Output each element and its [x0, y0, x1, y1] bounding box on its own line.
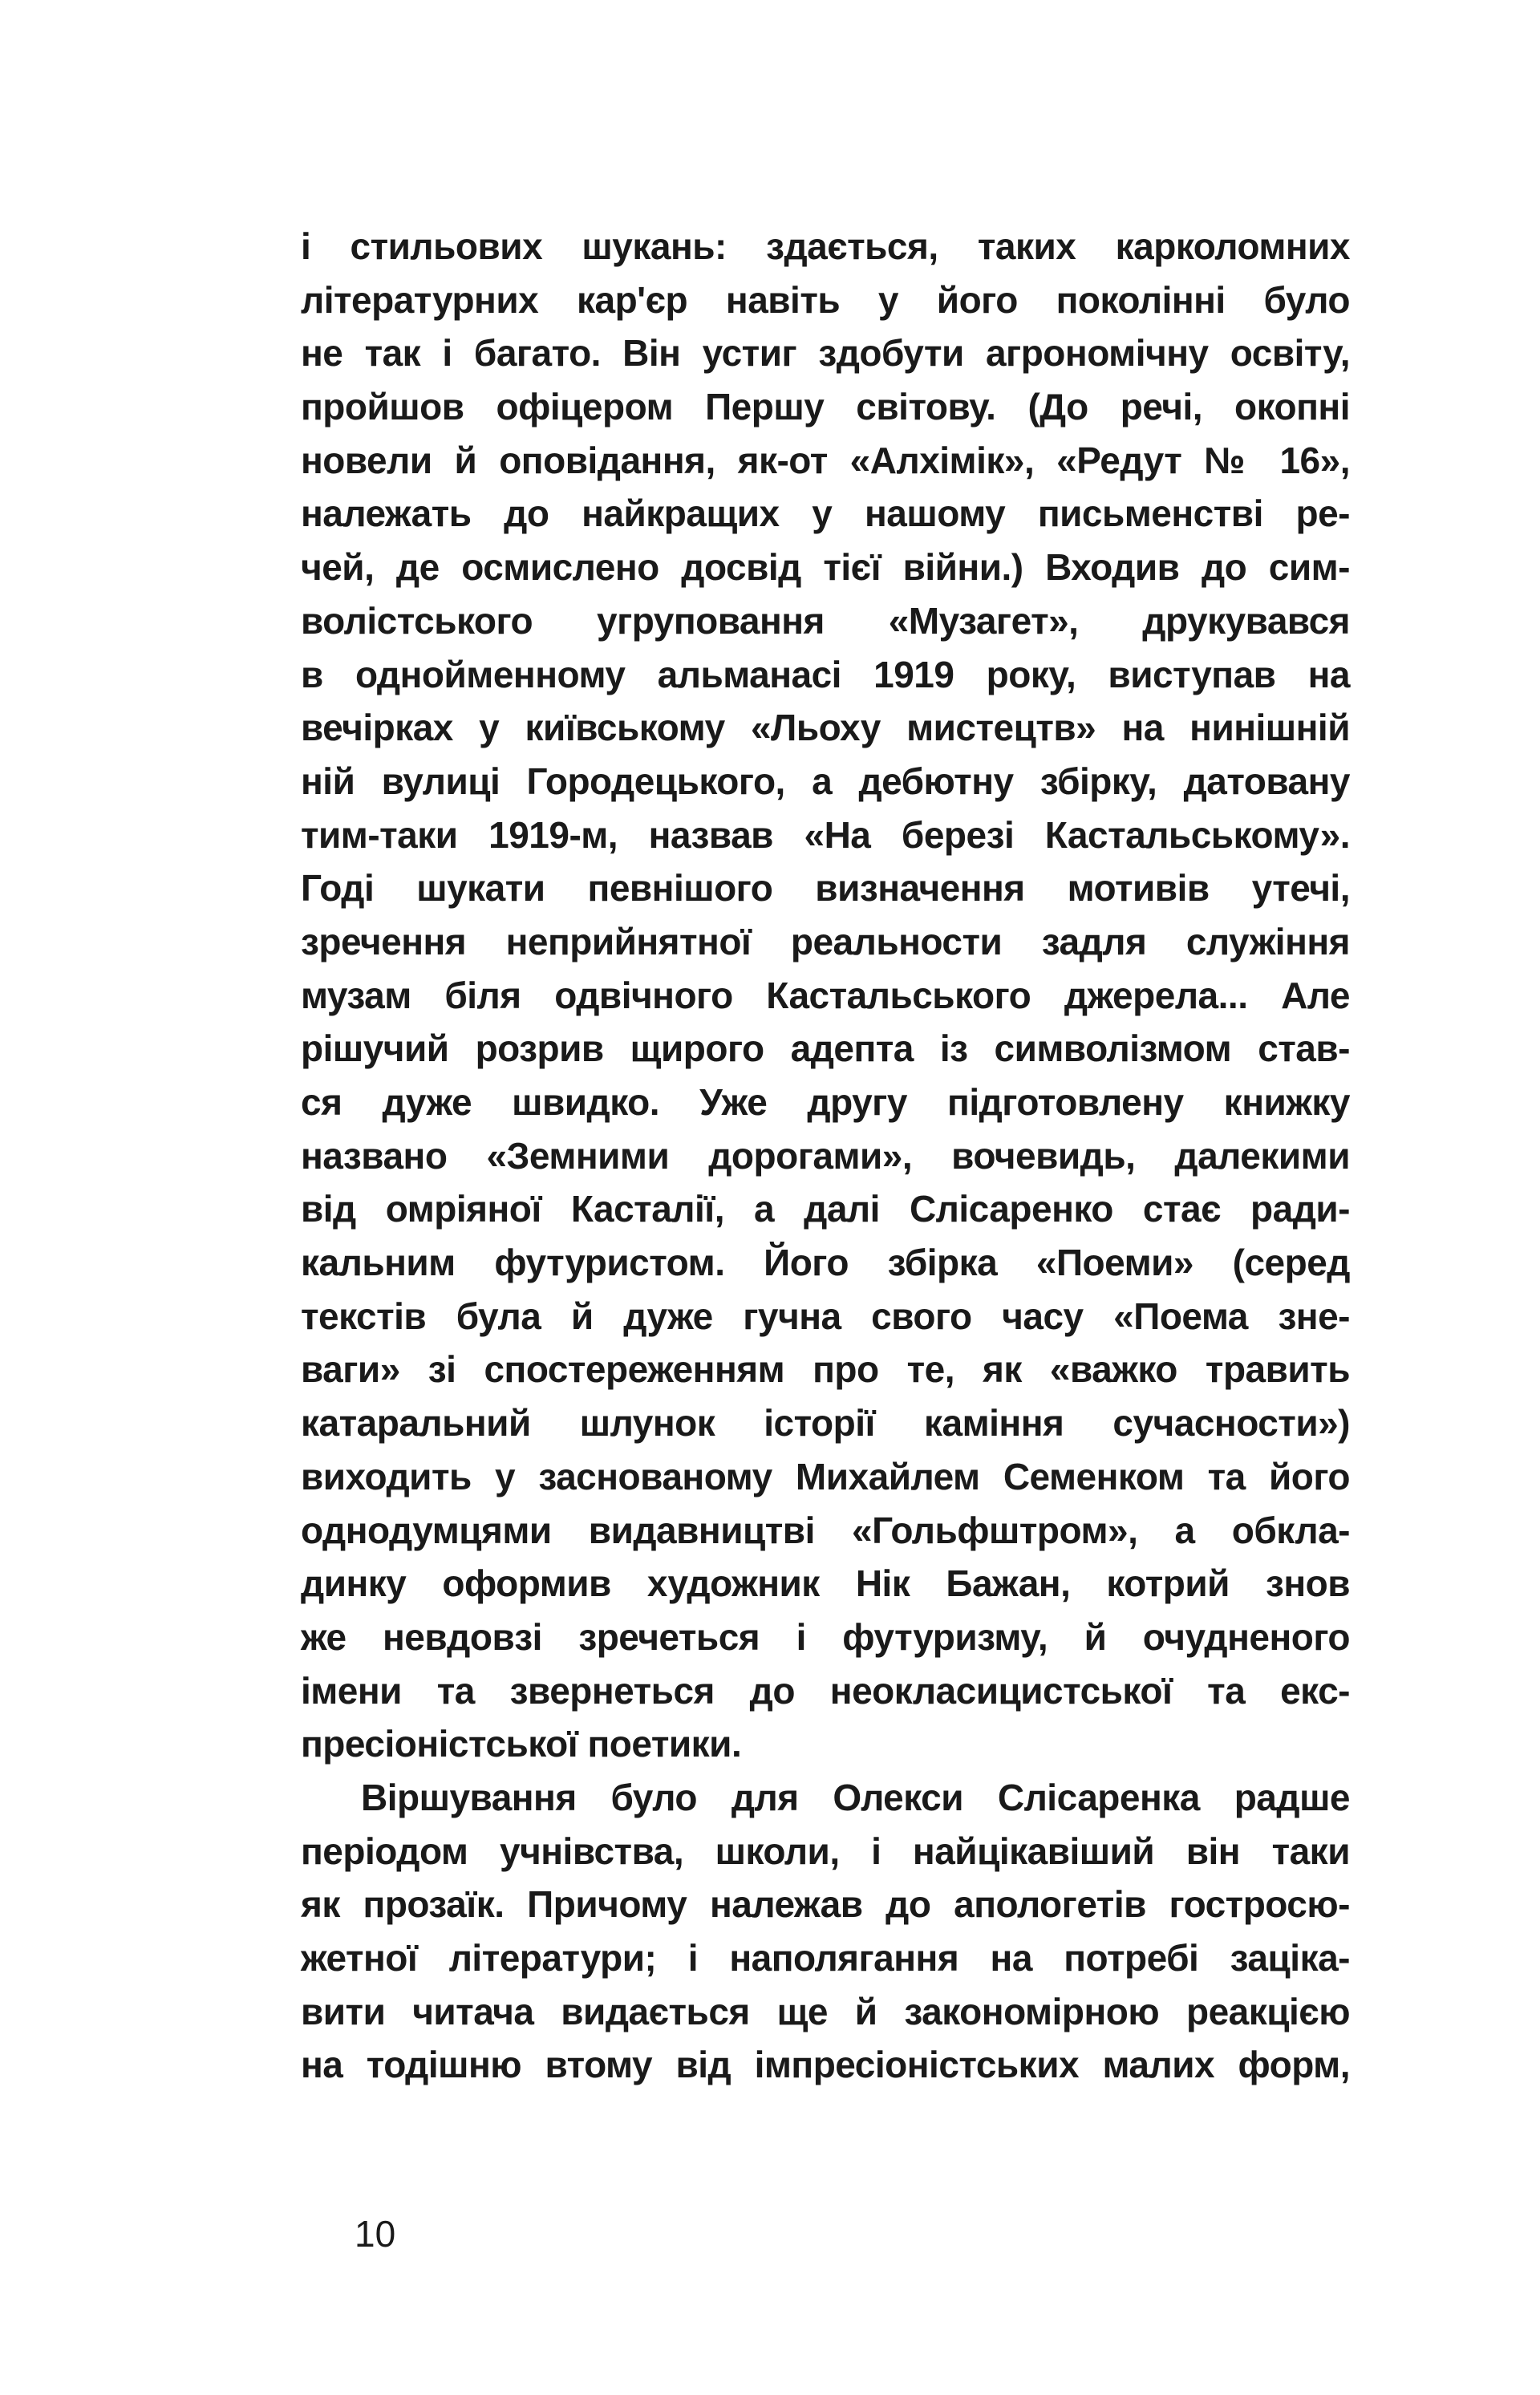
text-line: катаральний шлунок історії каміння сучасности») [301, 1402, 1350, 1445]
text-line: імени та звернеться до неокласицистської та екс- [301, 1669, 1350, 1712]
text-line: ній вулиці Городецького, а дебютну збірку, датовану [301, 760, 1350, 802]
text-line: жетної літератури; і наполягання на потребі зацікa- [301, 1937, 1350, 1979]
text-line: волістського угруповання «Музагет», друкувався [301, 599, 1350, 642]
text-line: літературних кар'єр навіть у його поколінні було [301, 278, 1350, 321]
text-line: же невдовзі зречеться і футуризму, й очудненого [301, 1615, 1350, 1658]
text-line: Віршування було для Олекси Слісаренка радше [361, 1776, 1350, 1818]
text-line: ся дуже швидко. Уже другу підготовлену книжку [301, 1081, 1350, 1123]
text-line: чей, де осмислено досвід тієї війни.) Входив до сим- [301, 546, 1350, 589]
text-line: пройшов офіцером Першу світову. (До речі, окопні [301, 386, 1350, 428]
text-line: пресіоністської поетики. [301, 1723, 742, 1765]
text-line: названо «Земними дорогами», вочевидь, далекими [301, 1134, 1350, 1177]
text-line: періодом учнівства, школи, і найцікавіший він таки [301, 1830, 1350, 1872]
text-line: вити читача видається ще й закономірною реакцією [301, 1990, 1350, 2032]
text-line: не так і багато. Він устиг здобути агрономічну освіту, [301, 332, 1350, 375]
text-line: тим-таки 1919-м, назвав «На березі Кастальському». [301, 813, 1350, 856]
text-line: виходить у заснованому Михайлем Семенком та його [301, 1455, 1350, 1497]
text-line: Годі шукати певнішого визначення мотивів утечі, [301, 867, 1350, 910]
text-line: кальним футуристом. Його збірка «Поеми» (серед [301, 1242, 1350, 1284]
text-line: текстів була й дуже гучна свого часу «Поема зне- [301, 1295, 1350, 1337]
text-line: зречення неприйнятної реальности задля служіння [301, 920, 1350, 962]
text-line: від омріяної Касталії, а далі Слісаренко стає ради- [301, 1188, 1350, 1230]
text-line: рішучий розрив щирого адепта із символізмом став- [301, 1027, 1350, 1070]
text-line: вечірках у київському «Льоху мистецтв» на нинішній [301, 707, 1350, 749]
page-number: 10 [355, 2213, 396, 2255]
text-line: як прозаїк. Причому належав до апологетів гостросю- [301, 1883, 1350, 1926]
text-line: належать до найкращих у нашому письменстві ре- [301, 492, 1350, 535]
text-line: музам біля одвічного Кастальського джерела... Але [301, 974, 1350, 1016]
text-line: в однойменному альманасі 1919 року, виступав на [301, 653, 1350, 695]
text-line: динку оформив художник Нік Бажан, котрий знов [301, 1562, 1350, 1605]
text-line: новели й оповідання, як-от «Алхімік», «Редут № 16», [301, 439, 1350, 481]
body-text [301, 220, 1350, 2092]
text-line: і стильових шукань: здається, таких карколомних [301, 225, 1350, 267]
text-line: однодумцями видавництві «Гольфштром», а обкла- [301, 1509, 1350, 1551]
text-line: ваги» зі спостереженням про те, як «важко травить [301, 1348, 1350, 1391]
text-line: на тодішню втому від імпресіоністських малих форм, [301, 2044, 1350, 2086]
